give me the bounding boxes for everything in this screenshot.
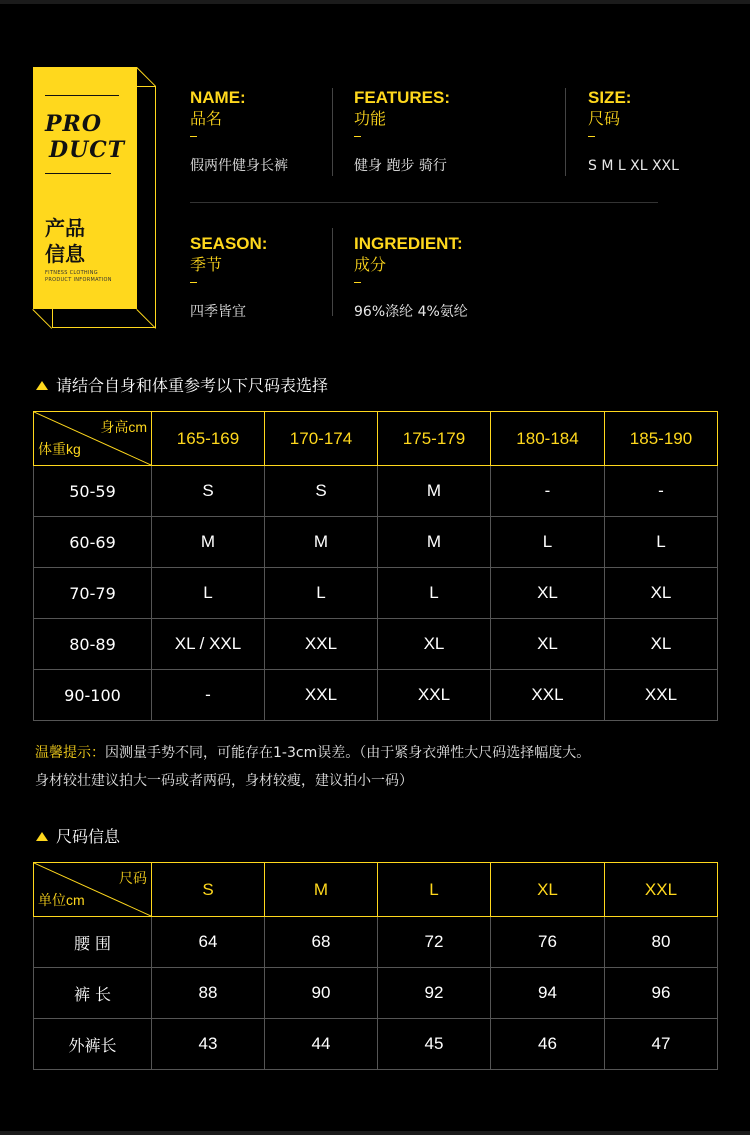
table-cell: 47 [605, 1019, 718, 1070]
column-header: 185-190 [605, 412, 718, 466]
table-cell: 88 [152, 968, 265, 1019]
table-cell: L [378, 568, 491, 619]
table-cell: 80 [605, 917, 718, 968]
column-header: L [378, 863, 491, 917]
info-size-cn: 尺码 [588, 109, 621, 128]
table-cell: 92 [378, 968, 491, 1019]
product-logo [45, 111, 125, 163]
table-cell: M [265, 517, 378, 568]
bottom-border [0, 1131, 750, 1135]
info-season-value: 四季皆宜 [190, 304, 246, 320]
size-guide-heading [36, 373, 328, 396]
table-cell: 96 [605, 968, 718, 1019]
size-info-heading [36, 824, 120, 847]
table-cell: XXL [378, 670, 491, 721]
info-divider [565, 88, 566, 176]
column-header: 170-174 [265, 412, 378, 466]
table-cell: M [152, 517, 265, 568]
size-info-corner-cell [34, 863, 152, 917]
corner-weight-label: 体重kg [38, 441, 81, 457]
table-cell: M [378, 466, 491, 517]
logo-line-1: PRO [45, 111, 102, 137]
table-cell: 46 [491, 1019, 605, 1070]
table-cell: XXL [265, 670, 378, 721]
info-dash [190, 282, 197, 283]
card-rule [45, 173, 111, 174]
note-label: 温馨提示： [35, 745, 105, 761]
info-ingredient-en: INGREDIENT: [354, 234, 463, 253]
info-dash [588, 136, 595, 137]
table-cell: XL [378, 619, 491, 670]
info-name [190, 88, 288, 175]
table-cell: XL / XXL [152, 619, 265, 670]
table-cell: S [265, 466, 378, 517]
info-dash [354, 282, 361, 283]
card-title [45, 215, 85, 267]
info-divider [332, 228, 333, 316]
row-header: 90-100 [34, 670, 152, 721]
table-cell: XL [605, 619, 718, 670]
table-cell: 43 [152, 1019, 265, 1070]
note-line-1 [35, 739, 590, 767]
table-cell: 68 [265, 917, 378, 968]
size-guide-header-row [34, 412, 718, 466]
table-cell: S [152, 466, 265, 517]
size-guide-table [33, 411, 718, 721]
table-row [34, 466, 718, 517]
measurement-note [35, 739, 590, 795]
column-header: 165-169 [152, 412, 265, 466]
table-cell: L [265, 568, 378, 619]
triangle-icon [36, 381, 48, 390]
table-row [34, 1019, 718, 1070]
table-row [34, 568, 718, 619]
table-cell: 64 [152, 917, 265, 968]
column-header: S [152, 863, 265, 917]
size-info-header-row [34, 863, 718, 917]
table-row [34, 670, 718, 721]
info-features-value: 健身 跑步 骑行 [354, 158, 447, 174]
corner-unit-label: 单位cm [38, 892, 85, 908]
row-header: 80-89 [34, 619, 152, 670]
table-row [34, 619, 718, 670]
row-header: 70-79 [34, 568, 152, 619]
corner-size-label: 尺码 [119, 870, 147, 886]
card-subtitle-line-2: PRODUCT INFORMATION [45, 277, 112, 283]
table-cell: 72 [378, 917, 491, 968]
info-size-en: SIZE: [588, 88, 632, 107]
row-header: 50-59 [34, 466, 152, 517]
table-cell: L [152, 568, 265, 619]
info-name-cn: 品名 [190, 109, 223, 128]
table-cell: 76 [491, 917, 605, 968]
table-cell: XXL [605, 670, 718, 721]
table-cell: L [605, 517, 718, 568]
table-cell: - [491, 466, 605, 517]
card-subtitle-line-1: FITNESS CLOTHING [45, 270, 98, 276]
info-features-cn: 功能 [354, 109, 387, 128]
card-subtitle [45, 270, 112, 284]
table-cell: XL [491, 619, 605, 670]
table-cell: XL [605, 568, 718, 619]
info-features [354, 88, 450, 175]
row-header: 腰 围 [34, 917, 152, 968]
info-name-value: 假两件健身长裤 [190, 158, 288, 174]
row-header: 裤 长 [34, 968, 152, 1019]
info-season-en: SEASON: [190, 234, 268, 253]
info-ingredient [354, 234, 468, 321]
info-features-en: FEATURES: [354, 88, 451, 107]
column-header: 175-179 [378, 412, 491, 466]
info-size-value: S M L XL XXL [588, 158, 679, 174]
product-card [33, 67, 137, 309]
table-row [34, 517, 718, 568]
row-header: 60-69 [34, 517, 152, 568]
table-cell: - [152, 670, 265, 721]
table-cell: 44 [265, 1019, 378, 1070]
card-corner-line [136, 67, 156, 87]
card-rule [45, 95, 119, 96]
column-header: 180-184 [491, 412, 605, 466]
corner-height-label: 身高cm [100, 419, 147, 435]
info-ingredient-value: 96%涤纶 4%氨纶 [354, 304, 468, 320]
table-row [34, 968, 718, 1019]
triangle-icon [36, 832, 48, 841]
size-guide-corner-cell [34, 412, 152, 466]
column-header: M [265, 863, 378, 917]
logo-line-2: DUCT [49, 137, 126, 163]
column-header: XXL [605, 863, 718, 917]
note-text-1: 因测量手势不同，可能存在1-3cm误差。（由于紧身衣弹性大尺码选择幅度大。 [105, 745, 591, 761]
table-cell: - [605, 466, 718, 517]
table-cell: XXL [265, 619, 378, 670]
table-cell: 90 [265, 968, 378, 1019]
info-season-cn: 季节 [190, 255, 223, 274]
size-guide-heading-text: 请结合自身和体重参考以下尺码表选择 [56, 376, 329, 395]
info-ingredient-cn: 成分 [354, 255, 387, 274]
table-cell: XL [491, 568, 605, 619]
size-info-table [33, 862, 718, 1070]
table-cell: L [491, 517, 605, 568]
info-size [588, 88, 679, 175]
card-corner-line [32, 309, 52, 329]
top-border [0, 0, 750, 4]
info-name-en: NAME: [190, 88, 246, 107]
card-title-line-1: 产品 [45, 216, 85, 240]
table-cell: XXL [491, 670, 605, 721]
card-title-line-2: 信息 [45, 242, 85, 266]
column-header: XL [491, 863, 605, 917]
info-dash [354, 136, 361, 137]
table-cell: 94 [491, 968, 605, 1019]
table-row [34, 917, 718, 968]
info-divider [332, 88, 333, 176]
size-info-heading-text: 尺码信息 [56, 827, 121, 846]
info-dash [190, 136, 197, 137]
row-header: 外裤长 [34, 1019, 152, 1070]
note-text-2: 身材较壮建议拍大一码或者两码，身材较瘦，建议拍小一码） [35, 773, 413, 789]
info-season [190, 234, 267, 321]
info-row-divider [190, 202, 658, 203]
table-cell: M [378, 517, 491, 568]
table-cell: 45 [378, 1019, 491, 1070]
